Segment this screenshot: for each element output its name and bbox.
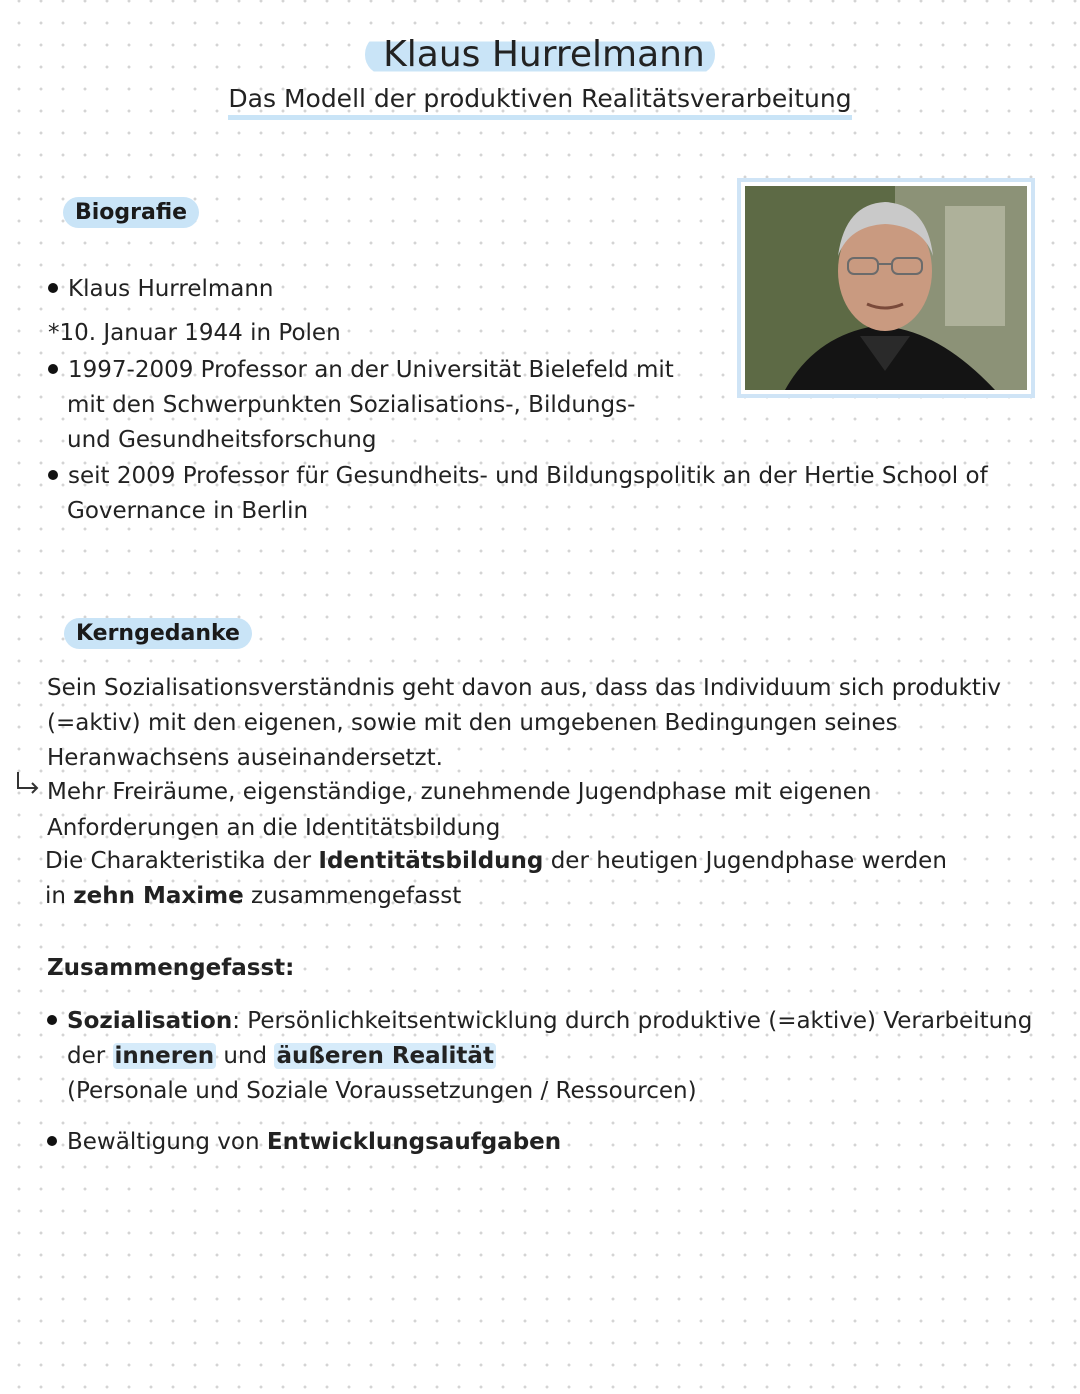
bio-line-professor-1: 1997-2009 Professor an der Universität Bielefeld mit [48, 353, 674, 388]
bio-line-hertie-1: seit 2009 Professor für Gesundheits- und Bildungspolitik an der Hertie School of [48, 459, 988, 494]
summary-item-sozialisation-line3: (Personale und Soziale Voraussetzungen / Ressourcen) [67, 1078, 697, 1104]
bio-line-professor-3: und Gesundheitsforschung [67, 427, 377, 453]
bio-line-professor-2: mit den Schwerpunkten Sozialisations-, Bildungs- [67, 392, 636, 418]
highlight-inneren: inneren [114, 1043, 215, 1069]
kern-line-4: Mehr Freiräume, eigenständige, zunehmende Jugendphase mit eigenen [47, 779, 872, 805]
bio-line-birth: *10. Januar 1944 in Polen [48, 320, 341, 346]
section-heading-zusammengefasst: Zusammengefasst: [47, 955, 295, 981]
section-heading-biografie: Biografie [63, 197, 199, 228]
bullet-icon [48, 283, 58, 293]
kern-line-5: Anforderungen an die Identitätsbildung [47, 815, 501, 841]
portrait-image [745, 186, 1027, 390]
kern-line-6: Die Charakteristika der Identitätsbildung der heutigen Jugendphase werden [45, 848, 947, 874]
bullet-icon [48, 364, 58, 374]
bold-zehn-maxime: zehn Maxime [73, 883, 244, 909]
portrait-frame [737, 178, 1035, 398]
page-title [0, 34, 1080, 75]
title-text: Klaus Hurrelmann [365, 34, 715, 75]
kern-line-1: Sein Sozialisationsverständnis geht davon aus, dass das Individuum sich produktiv [47, 675, 1001, 701]
bold-identitaetsbildung: Identitätsbildung [318, 848, 544, 874]
summary-item-sozialisation: Sozialisation: Persönlichkeitsentwicklung durch produktive (=aktive) Verarbeitung [47, 1004, 1032, 1039]
bio-line-hertie-2: Governance in Berlin [67, 498, 309, 524]
summary-item-sozialisation-line2: der inneren und äußeren Realität [67, 1043, 494, 1069]
highlight-aeusseren-realitaet: äußeren Realität [276, 1043, 494, 1069]
summary-item-entwicklungsaufgaben: Bewältigung von Entwicklungsaufgaben [47, 1125, 561, 1160]
portrait-photo [745, 186, 1027, 390]
page-subtitle [0, 84, 1080, 113]
kern-line-7: in zehn Maxime zusammengefasst [45, 883, 462, 909]
return-arrow-svg [14, 770, 42, 796]
bullet-icon [47, 1015, 57, 1025]
kern-line-2: (=aktiv) mit den eigenen, sowie mit den umgebenen Bedingungen seines [47, 710, 898, 736]
return-arrow-icon [14, 770, 42, 803]
bullet-icon [48, 470, 58, 480]
subtitle-text: Das Modell der produktiven Realitätsverarbeitung [228, 84, 851, 120]
bio-line-name: Klaus Hurrelmann [48, 272, 274, 307]
kern-line-3: Heranwachsens auseinandersetzt. [47, 745, 443, 771]
bullet-icon [47, 1136, 57, 1146]
section-heading-kerngedanke: Kerngedanke [64, 618, 252, 649]
